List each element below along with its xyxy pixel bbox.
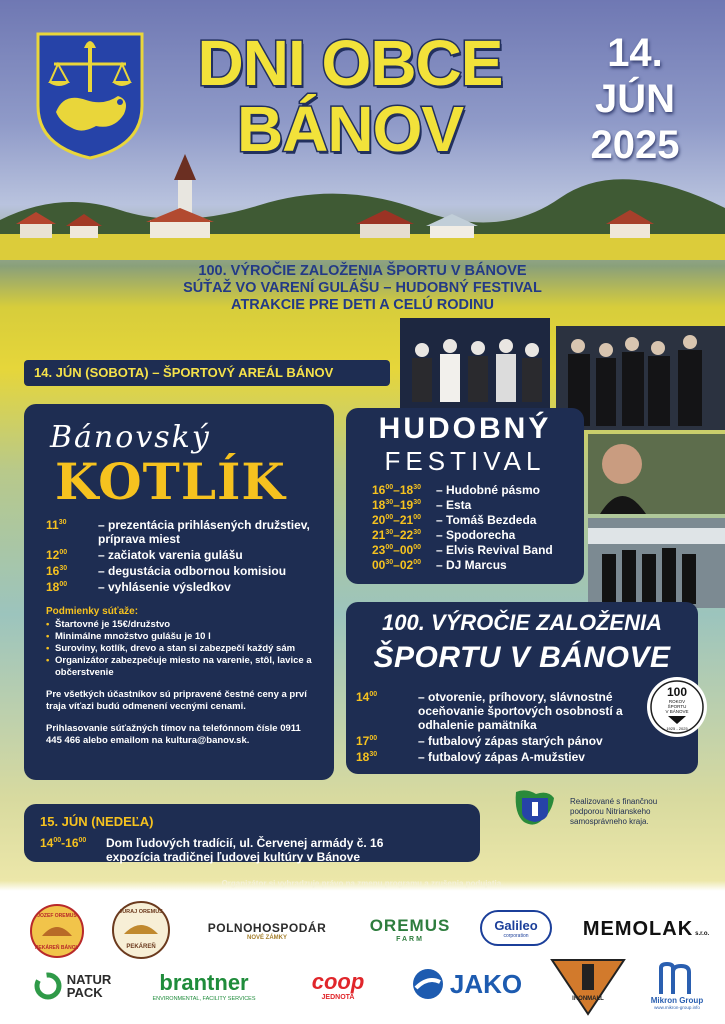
- event-date: [560, 30, 710, 168]
- polnohospodar-logo: POLNOHOSPODÁR NOVÉ ZÁMKY: [207, 921, 327, 941]
- conditions-title: Podmienky súťaže:: [46, 606, 139, 617]
- conditions-list: [46, 619, 316, 679]
- festival-title-1: HUDOBNÝ: [378, 412, 552, 445]
- date-month: JÚN: [594, 77, 676, 121]
- title-line-2: BÁNOV: [236, 93, 464, 165]
- svg-text:JURAJ OREMUS: JURAJ OREMUS: [119, 909, 163, 915]
- schedule-row: $11^{30}$ – prezentácia prihlásených družstiev, príprava miest: [46, 518, 310, 546]
- oremus-farm-logo: OREMUS FARM: [369, 915, 451, 943]
- schedule-row: $18^{30}-19^{30}$ – Esta: [372, 498, 472, 512]
- disclaimer: Organizátor si vyhradzuje právo na zmenu programu a zrušenia podujatia.: [221, 879, 504, 888]
- village-landscape-image: [0, 150, 725, 260]
- registration-text: Prihlasovanie súťažných tímov na telefónnom čísle 0911 445 466 alebo emailom na kultura@banov.sk.: [46, 723, 301, 746]
- event-tagline: [60, 263, 665, 314]
- sport-title-2: ŠPORTU V BÁNOVE: [373, 641, 671, 674]
- svg-text:IRONMALL: IRONMALL: [572, 996, 604, 1002]
- title-line-1: DNI OBCE: [197, 27, 503, 99]
- tagline-line-1: 100. VÝROČIE ZALOŽENIA ŠPORTU V BÁNOVE: [198, 263, 527, 279]
- svg-text:1925 - 2025: 1925 - 2025: [666, 726, 688, 731]
- condition-item: • Minimálne množstvo gulášu je 10 l: [46, 631, 316, 643]
- kotlik-schedule: [46, 518, 326, 596]
- schedule-row: $18^{30}$ – futbalový zápas A-mužstiev: [356, 750, 585, 764]
- coop-jednota-logo: coop JEDNOTA: [311, 968, 365, 1001]
- svg-text:PEKÁREŇ: PEKÁREŇ: [126, 944, 156, 950]
- schedule-row: $14^{00}-16^{00}$ Dom ľudových tradícií, ul. Červenej armády č. 16 expozícia tradičnej ľudovej kultúry v Bánove: [40, 836, 384, 864]
- schedule-row: $21^{30}-22^{30}$ – Spodorecha: [372, 528, 516, 542]
- condition-item: • Štartovné je 15€/družstvo: [46, 619, 316, 631]
- sport-schedule: [356, 690, 646, 766]
- schedule-row: $12^{00}$ – začiatok varenia gulášu: [46, 548, 243, 562]
- kotlik-title: KOTLÍK: [55, 452, 286, 511]
- schedule-row: $16^{30}$ – degustácia odbornou komisiou: [46, 564, 287, 578]
- ironmall-logo: [548, 956, 628, 1016]
- event-title: [170, 27, 530, 165]
- schedule-row: $23^{00}-00^{00}$ – Elvis Revival Band: [372, 543, 553, 557]
- schedule-row: $14^{00}$ – otvorenie, príhovory, slávnostné oceňovanie športových osobností a odhalenie pamätníka: [356, 690, 623, 732]
- pekaren-oremus-logo: [110, 900, 172, 960]
- date-day: 14.: [607, 31, 663, 75]
- sunday-title: 15. JÚN (NEDEĽA): [40, 814, 154, 829]
- competition-conditions: [46, 606, 316, 747]
- festival-title-2: FESTIVAL: [384, 446, 546, 476]
- naturpack-logo: NATUR PACK: [22, 966, 122, 1006]
- badge-number: 100: [666, 685, 688, 699]
- galileo-logo: Galileo corporation: [480, 910, 552, 946]
- 100-years-badge: [646, 676, 708, 738]
- festival-schedule: [372, 483, 582, 573]
- svg-text:JOZEF OREMUS: JOZEF OREMUS: [37, 913, 77, 919]
- sport-title-1: 100. VÝROČIE ZALOŽENIA: [382, 610, 662, 635]
- memolak-logo: MEMOLAK s.r.o.: [582, 917, 710, 940]
- schedule-row: $20^{00}-21^{00}$ – Tomáš Bezdeda: [372, 513, 537, 527]
- nsk-region-logo: [512, 786, 558, 830]
- tagline-line-2: SÚŤAŽ VO VARENÍ GULÁŠU – HUDOBNÝ FESTIVAL: [183, 280, 542, 296]
- kotlik-script-title: Bánovský: [50, 420, 211, 455]
- saturday-banner: 14. JÚN (SOBOTA) – ŠPORTOVÝ AREÁL BÁNOV: [24, 360, 390, 386]
- banov-coat-of-arms: [34, 30, 146, 162]
- condition-item: • Suroviny, kotlík, drevo a stan si zabezpečí každý sám: [46, 643, 316, 655]
- svg-text:ROKOV: ROKOV: [668, 699, 686, 704]
- schedule-row: $17^{00}$ – futbalový zápas starých pánov: [356, 734, 603, 748]
- schedule-row: $18^{00}$ – vyhlásenie výsledkov: [46, 580, 231, 594]
- svg-text:ŠPORTU: ŠPORTU: [667, 704, 687, 709]
- brantner-logo: brantner ENVIRONMENTAL, FACILITY SERVICES: [152, 970, 256, 1002]
- condition-item: • Organizátor zabezpečuje miesto na varenie, stôl, lavice a občerstvenie: [46, 655, 316, 679]
- mikron-group-logo: Mikron Group www.mikron-group.info: [646, 954, 708, 1018]
- prizes-text: Pre všetkých účastníkov sú pripravené čestné ceny a prví traja víťazi budú odmenení vecnými cenami.: [46, 689, 307, 712]
- jako-logo: JAKO: [404, 966, 530, 1002]
- date-year: 2025: [590, 123, 680, 167]
- svg-text:V BÁNOVE: V BÁNOVE: [665, 709, 689, 714]
- pekaren-banov-logo: [30, 904, 84, 958]
- schedule-row: $00^{30}-02^{00}$ – DJ Marcus: [372, 558, 507, 572]
- nsk-support-note: Realizované s finančnou podporou Nitrianskeho samosprávneho kraja.: [570, 797, 658, 826]
- svg-text:PEKÁREŇ BÁNOV: PEKÁREŇ BÁNOV: [35, 945, 79, 951]
- sunday-schedule: [40, 836, 440, 866]
- schedule-row: $16^{00}-18^{30}$ – Hudobné pásmo: [372, 483, 541, 497]
- tagline-line-3: ATRAKCIE PRE DETI A CELÚ RODINU: [231, 297, 494, 313]
